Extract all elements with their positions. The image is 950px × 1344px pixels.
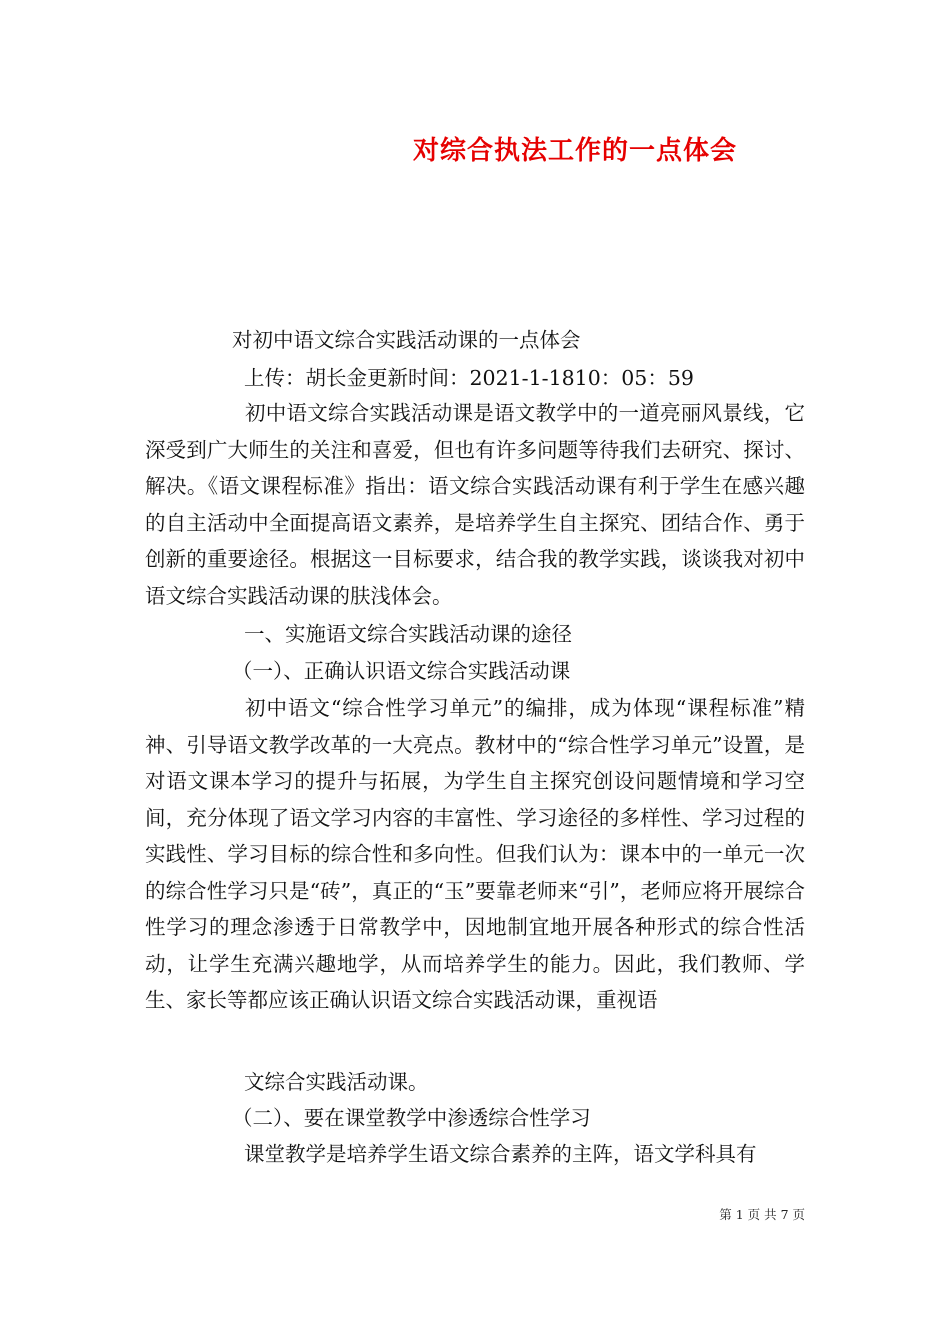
section-heading: 一、实施语文综合实践活动课的途径 <box>244 622 572 646</box>
document-title: 对综合执法工作的一点体会 <box>413 136 738 166</box>
body-paragraph: 初中语文“综合性学习单元”的编排，成为体现“课程标准”精神、引导语文教学改革的一大亮点。教材中的“综合性学习单元”设置，是对语文课本学习的提升与拓展，为学生自主探究创设问题情境和学习空间，充分体现了语文学习内容的丰富性、学习途径的多样性、学习过程的实践性、学习目标的综合性和多向性。但我们认为：课本中的一单元一次的综合性学习只是“砖”，真正的“玉”要靠老师来“引”，老师应将开展综合性学习的理念渗透于日常教学中，因地制宜地开展各种形式的综合性活动，让学生充满兴趣地学，从而培养学生的能力。因此，我们教师、学生、家长等都应该正确认识语文综合实践活动课，重视语 <box>145 696 805 1012</box>
body-paragraph: 课堂教学是培养学生语文综合素养的主阵，语文学科具有 <box>244 1142 757 1166</box>
subsection-heading: （二）、要在课堂教学中渗透综合性学习 <box>232 1106 591 1130</box>
paragraph-continuation: 文综合实践活动课。 <box>244 1070 429 1094</box>
page-number: 第 1 页 共 7 页 <box>719 1207 805 1222</box>
article-heading: 对初中语文综合实践活动课的一点体会 <box>232 328 581 352</box>
intro-paragraph: 初中语文综合实践活动课是语文教学中的一道亮丽风景线，它深受到广大师生的关注和喜爱，但也有许多问题等待我们去研究、探讨、解决。《语文课程标准》指出：语文综合实践活动课有利于学生在感兴趣的自主活动中全面提高语文素养，是培养学生自主探究、团结合作、勇于创新的重要途径。根据这一目标要求，结合我的教学实践，谈谈我对初中语文综合实践活动课的肤浅体会。 <box>145 401 805 608</box>
subsection-heading: （一）、正确认识语文综合实践活动课 <box>232 659 571 683</box>
article-meta: 上传：胡长金更新时间：2021-1-1810：05：59 <box>244 366 694 390</box>
